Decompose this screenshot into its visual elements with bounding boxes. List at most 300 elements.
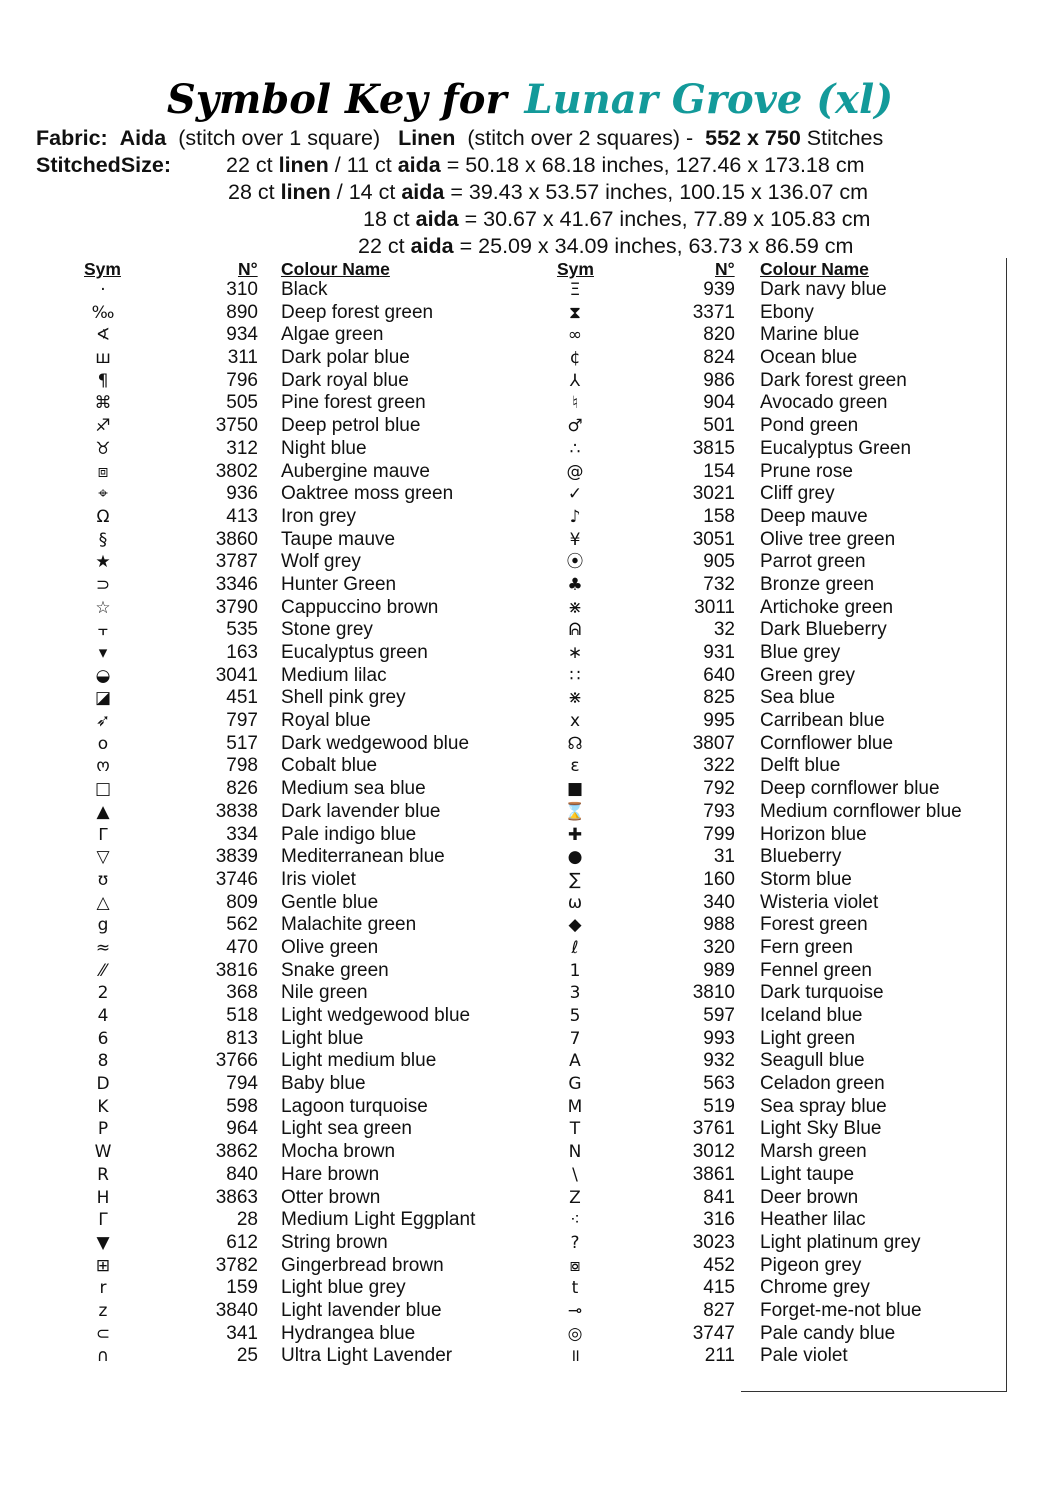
size-fabric-2: aida (401, 180, 445, 204)
thread-number: 3041 (215, 664, 258, 686)
colour-name: Cobalt blue (281, 755, 378, 777)
symbol-icon: ⧈ (97, 461, 109, 482)
colour-name: Celadon green (760, 1073, 885, 1095)
thread-number: 598 (226, 1095, 258, 1117)
symbol-icon: K (97, 1096, 109, 1117)
stitch-count-label: Stitches (806, 126, 884, 150)
fabric-aida-note: (stitch over 1 square) (178, 126, 381, 150)
colour-name: Gingerbread brown (281, 1254, 444, 1276)
thread-number: 3346 (215, 573, 258, 595)
colour-name: Royal blue (281, 710, 371, 732)
symbol-icon: ⅄ (569, 370, 581, 391)
colour-name: Baby blue (281, 1073, 366, 1095)
symbol-icon: ш (95, 348, 111, 369)
thread-number: 640 (703, 664, 735, 686)
symbol-icon: ⋇ (567, 597, 583, 618)
key-row (0, 619, 1060, 642)
colour-name: Carribean blue (760, 710, 885, 732)
colour-name: Pigeon grey (760, 1254, 862, 1276)
colour-name: Malachite green (281, 914, 417, 936)
fabric-line (36, 126, 883, 151)
symbol-icon: ☆ (95, 597, 111, 618)
thread-number: 986 (703, 369, 735, 391)
thread-number: 3839 (215, 846, 258, 868)
symbol-icon: ⌖ (98, 484, 108, 505)
key-row (0, 1005, 1060, 1028)
colour-name: Deep petrol blue (281, 415, 421, 437)
key-row (0, 1277, 1060, 1300)
symbol-icon: H (96, 1187, 110, 1208)
symbol-icon: ∗ (567, 643, 583, 663)
colour-name: Oaktree moss green (281, 483, 454, 505)
key-row (0, 597, 1060, 620)
symbol-icon: ॥ (569, 1346, 581, 1367)
colour-name: Dark forest green (760, 369, 907, 391)
thread-number: 988 (703, 914, 735, 936)
colour-name: Pale violet (760, 1345, 848, 1367)
thread-number: 517 (226, 732, 258, 754)
key-row (0, 687, 1060, 710)
thread-number: 322 (703, 755, 735, 777)
key-row (0, 982, 1060, 1005)
fabric-label: Fabric: (36, 126, 108, 150)
key-row (0, 1141, 1060, 1164)
key-row (0, 755, 1060, 778)
size-fabric: linen (278, 153, 329, 177)
thread-number: 3021 (692, 483, 735, 505)
symbol-icon: ☊ (567, 733, 583, 754)
symbol-icon: ⧗ (569, 302, 581, 323)
symbol-icon: ● (567, 847, 583, 868)
thread-number: 793 (703, 800, 735, 822)
bottom-border-line (741, 1391, 1007, 1392)
symbol-icon: 3 (569, 983, 581, 1004)
right-border-line (1006, 258, 1007, 1392)
colour-name: Mediterranean blue (281, 846, 445, 868)
thread-number: 904 (703, 392, 735, 414)
colour-name: Eucalyptus Green (760, 437, 912, 459)
right-key-table (0, 279, 1060, 1368)
symbol-icon: ო (96, 756, 110, 777)
symbol-icon: ♪ (569, 506, 581, 527)
key-row (0, 1209, 1060, 1232)
key-row (0, 1345, 1060, 1368)
symbol-icon: · (100, 280, 106, 300)
colour-name: Marine blue (760, 324, 860, 346)
colour-name: Artichoke green (760, 596, 894, 618)
key-row (0, 438, 1060, 461)
colour-name: Light blue (281, 1027, 364, 1049)
right-num-header: N° (715, 259, 735, 279)
symbol-icon: ∞ (567, 325, 583, 346)
size-line-2 (228, 180, 868, 205)
thread-number: 3790 (215, 596, 258, 618)
thread-number: 989 (703, 959, 735, 981)
thread-number: 3860 (215, 528, 258, 550)
colour-name: Dark turquoise (760, 982, 884, 1004)
colour-name: Prune rose (760, 460, 853, 482)
symbol-icon: ℓ (571, 937, 579, 958)
symbol-icon: 2 (97, 983, 109, 1004)
colour-name: Hare brown (281, 1163, 380, 1185)
size-fabric: aida (410, 234, 454, 258)
symbol-icon: □ (94, 779, 112, 800)
colour-name: Ocean blue (760, 347, 858, 369)
symbol-icon: ♉ (95, 438, 111, 459)
thread-number: 163 (226, 642, 258, 663)
colour-name: Light wedgewood blue (281, 1005, 471, 1026)
thread-number: 562 (226, 914, 258, 936)
key-row (0, 801, 1060, 824)
symbol-icon: @ (566, 461, 584, 482)
title-prefix: Symbol Key for (166, 76, 507, 123)
thread-number: 505 (226, 392, 258, 414)
symbol-icon: ◆ (568, 915, 582, 936)
thread-number: 3012 (692, 1141, 735, 1163)
size-fabric: aida (415, 207, 459, 231)
symbol-icon: ¶ (97, 370, 109, 391)
symbol-icon: ⌘ (94, 393, 112, 414)
colour-name: Light green (760, 1027, 856, 1049)
colour-name: Iceland blue (760, 1005, 863, 1026)
colour-name: Pond green (760, 415, 859, 437)
colour-name: Light medium blue (281, 1050, 437, 1072)
thread-number: 341 (226, 1322, 258, 1344)
colour-name: Wolf grey (281, 551, 361, 573)
symbol-icon: D (96, 1074, 110, 1095)
colour-name: Olive tree green (760, 528, 896, 550)
colour-name: Snake green (281, 959, 389, 981)
thread-number: 798 (226, 755, 258, 777)
key-row (0, 1118, 1060, 1141)
symbol-icon: ∑ (569, 869, 581, 890)
thread-number: 797 (226, 710, 258, 732)
key-row (0, 1323, 1060, 1346)
thread-number: 3815 (692, 437, 735, 459)
thread-number: 841 (703, 1186, 735, 1208)
symbol-icon: ᕱ (568, 620, 582, 641)
symbol-icon: ♮ (571, 393, 579, 414)
size-count: 22 ct (226, 153, 273, 177)
symbol-icon: 8 (97, 1051, 109, 1072)
colour-name: Cappuccino brown (281, 596, 439, 618)
key-row (0, 461, 1060, 484)
size-line-1 (36, 153, 865, 178)
key-row (0, 665, 1060, 688)
colour-name: Light Sky Blue (760, 1118, 882, 1140)
symbol-icon: ♐ (95, 416, 111, 437)
thread-number: 3746 (215, 868, 258, 890)
size-fabric: linen (280, 180, 331, 204)
symbol-icon: ▽ (96, 847, 110, 868)
colour-name: Dark lavender blue (281, 800, 441, 822)
thread-number: 154 (703, 460, 735, 482)
thread-number: 3861 (692, 1163, 735, 1185)
fabric-linen: Linen (398, 126, 456, 150)
thread-number: 964 (226, 1118, 258, 1140)
thread-number: 934 (226, 324, 258, 346)
key-row (0, 415, 1060, 438)
symbol-icon: ➶ (95, 711, 111, 732)
symbol-icon: ⦿ (566, 552, 584, 573)
key-row (0, 1096, 1060, 1119)
symbol-icon: M (567, 1096, 583, 1117)
colour-name: Blue grey (760, 642, 841, 663)
symbol-icon: ⌛ (564, 801, 586, 822)
thread-number: 3761 (692, 1118, 735, 1140)
thread-number: 3840 (215, 1299, 258, 1321)
pattern-name: Lunar Grove (xl) (524, 76, 894, 123)
colour-name: Wisteria violet (760, 891, 879, 913)
thread-number: 796 (226, 369, 258, 391)
colour-name: Delft blue (760, 755, 841, 777)
colour-name: Dark royal blue (281, 369, 409, 391)
colour-name: Medium sea blue (281, 778, 426, 800)
thread-number: 32 (713, 619, 735, 641)
colour-name: Light blue grey (281, 1277, 406, 1299)
key-row (0, 1255, 1060, 1278)
thread-number: 825 (703, 687, 735, 709)
right-sym-header: Sym (557, 259, 594, 279)
key-row (0, 710, 1060, 733)
thread-number: 794 (226, 1073, 258, 1095)
symbol-icon: ∢ (95, 325, 111, 346)
key-row (0, 551, 1060, 574)
symbol-icon: ◪ (94, 688, 112, 709)
symbol-icon: ⁖ (570, 1210, 580, 1231)
symbol-icon: ε (570, 756, 580, 777)
colour-name: Green grey (760, 664, 856, 686)
colour-name: String brown (281, 1231, 388, 1253)
colour-name: Fern green (760, 936, 853, 958)
symbol-icon: ⊞ (95, 1255, 111, 1276)
symbol-icon: A (569, 1051, 581, 1072)
symbol-icon: ♣ (567, 574, 583, 595)
thread-number: 792 (703, 778, 735, 800)
thread-number: 31 (713, 846, 735, 868)
size-line-4 (358, 234, 853, 259)
symbol-icon: ✚ (567, 824, 583, 845)
colour-name: Light lavender blue (281, 1299, 442, 1321)
colour-name: Bronze green (760, 573, 875, 595)
symbol-icon: ▾ (98, 643, 108, 663)
thread-number: 827 (703, 1299, 735, 1321)
thread-number: 563 (703, 1073, 735, 1095)
symbol-icon: ◒ (95, 665, 111, 686)
symbol-icon: \ (572, 1164, 578, 1185)
thread-number: 993 (703, 1027, 735, 1049)
symbol-icon: △ (96, 892, 110, 913)
thread-number: 320 (703, 936, 735, 958)
thread-number: 939 (703, 279, 735, 300)
thread-number: 452 (703, 1254, 735, 1276)
colour-name: Olive green (281, 936, 379, 958)
colour-name: Parrot green (760, 551, 866, 573)
colour-name: Light sea green (281, 1118, 412, 1140)
symbol-icon: ω (567, 892, 583, 913)
colour-name: Hunter Green (281, 573, 397, 595)
colour-name: Algae green (281, 324, 384, 346)
thread-number: 3802 (215, 460, 258, 482)
colour-name: Deer brown (760, 1186, 859, 1208)
symbol-icon: T (569, 1119, 581, 1140)
symbol-icon: ⊃ (95, 574, 111, 595)
thread-number: 310 (226, 279, 258, 300)
thread-number: 3011 (694, 596, 735, 618)
thread-number: 3807 (692, 732, 735, 754)
thread-number: 535 (226, 619, 258, 641)
size-dims: = 39.43 x 53.57 inches, 100.15 x 136.07 cm (450, 180, 869, 204)
symbol-icon: W (94, 1142, 112, 1163)
thread-number: 368 (226, 982, 258, 1004)
colour-name: Iron grey (281, 505, 356, 527)
thread-number: 3023 (692, 1231, 735, 1253)
key-row (0, 778, 1060, 801)
size-mid: / 14 ct (336, 180, 396, 204)
colour-name: Deep mauve (760, 505, 868, 527)
thread-number: 820 (703, 324, 735, 346)
colour-name: Pale candy blue (760, 1322, 896, 1344)
colour-name: Medium cornflower blue (760, 800, 962, 822)
symbol-icon: ʊ (97, 869, 109, 890)
fabric-aida: Aida (119, 126, 167, 150)
thread-number: 334 (226, 823, 258, 845)
thread-number: 415 (703, 1277, 735, 1299)
fabric-linen-note: (stitch over 2 squares) - (467, 126, 694, 150)
thread-number: 211 (704, 1345, 735, 1367)
symbol-icon: ∷ (569, 665, 581, 686)
colour-name: Sea blue (760, 687, 836, 709)
symbol-icon: g (97, 915, 109, 936)
symbol-icon: ▲ (96, 801, 110, 822)
thread-number: 25 (236, 1345, 258, 1367)
colour-name: Night blue (281, 437, 367, 459)
colour-name: Dark Blueberry (760, 619, 887, 641)
colour-name: Chrome grey (760, 1277, 870, 1299)
symbol-icon: ⧇ (569, 1255, 581, 1276)
size-count: 28 ct (228, 180, 275, 204)
colour-name: Aubergine mauve (281, 460, 430, 482)
symbol-icon: ᒥ (98, 824, 108, 845)
colour-name: Deep forest green (281, 301, 434, 323)
size-mid: / 11 ct (334, 153, 392, 177)
colour-name: Ebony (760, 301, 814, 323)
colour-name: Blueberry (760, 846, 842, 868)
thread-number: 501 (703, 415, 735, 437)
size-fabric-2: aida (397, 153, 441, 177)
thread-number: 3766 (215, 1050, 258, 1072)
key-row (0, 869, 1060, 892)
thread-number: 824 (703, 347, 735, 369)
thread-number: 3371 (692, 301, 735, 323)
symbol-icon: ≈ (95, 937, 111, 958)
symbol-icon: ▼ (96, 1232, 110, 1253)
thread-number: 3051 (692, 528, 735, 550)
key-row (0, 1073, 1060, 1096)
colour-name: Medium lilac (281, 664, 387, 686)
key-row (0, 324, 1060, 347)
symbol-icon: 5 (569, 1006, 581, 1026)
colour-name: Taupe mauve (281, 528, 396, 550)
size-dims: = 25.09 x 34.09 inches, 63.73 x 86.59 cm (459, 234, 854, 258)
symbol-icon: ¢ (569, 348, 581, 369)
symbol-icon: ★ (95, 552, 111, 573)
thread-number: 519 (703, 1095, 735, 1117)
thread-number: 451 (226, 687, 258, 709)
thread-number: 160 (703, 868, 735, 890)
thread-number: 3750 (215, 415, 258, 437)
size-dims: = 30.67 x 41.67 inches, 77.89 x 105.83 cm (464, 207, 871, 231)
thread-number: 518 (226, 1005, 258, 1026)
colour-name: Medium Light Eggplant (281, 1209, 476, 1231)
symbol-icon: N (568, 1142, 582, 1163)
colour-name: Dark wedgewood blue (281, 732, 470, 754)
colour-name: Otter brown (281, 1186, 381, 1208)
left-num-header: N° (238, 259, 258, 279)
colour-name: Forest green (760, 914, 868, 936)
thread-number: 159 (226, 1277, 258, 1299)
symbol-icon: Ξ (569, 280, 581, 300)
colour-name: Sea spray blue (760, 1095, 887, 1117)
thread-number: 3863 (215, 1186, 258, 1208)
key-row (0, 279, 1060, 302)
key-row (0, 1028, 1060, 1051)
thread-number: 732 (703, 573, 735, 595)
thread-number: 840 (226, 1163, 258, 1185)
size-count: 22 ct (358, 234, 405, 258)
key-row (0, 483, 1060, 506)
thread-number: 809 (226, 891, 258, 913)
key-row (0, 937, 1060, 960)
colour-name: Cornflower blue (760, 732, 894, 754)
thread-number: 28 (236, 1209, 258, 1231)
colour-name: Eucalyptus green (281, 642, 428, 663)
colour-name: Forget-me-not blue (760, 1299, 922, 1321)
thread-number: 932 (703, 1050, 735, 1072)
symbol-icon: x (569, 711, 581, 732)
thread-number: 3816 (215, 959, 258, 981)
thread-number: 936 (226, 483, 258, 505)
thread-number: 799 (703, 823, 735, 845)
symbol-icon: ⫟ (97, 620, 109, 641)
colour-name: Black (281, 279, 328, 300)
symbol-icon: r (99, 1278, 107, 1299)
size-line-3 (363, 207, 870, 232)
key-row (0, 1050, 1060, 1073)
thread-number: 3838 (215, 800, 258, 822)
symbol-icon: 6 (97, 1028, 109, 1049)
colour-name: Avocado green (760, 392, 888, 414)
key-row (0, 370, 1060, 393)
colour-name: Stone grey (281, 619, 373, 641)
colour-name: Lagoon turquoise (281, 1095, 428, 1117)
symbol-icon: Ω (96, 506, 110, 527)
symbol-icon: § (98, 529, 108, 550)
thread-number: 340 (703, 891, 735, 913)
key-row (0, 392, 1060, 415)
thread-number: 890 (226, 301, 258, 323)
thread-number: 3782 (215, 1254, 258, 1276)
key-row (0, 1232, 1060, 1255)
key-row (0, 529, 1060, 552)
size-dims: = 50.18 x 68.18 inches, 127.46 x 173.18 cm (446, 153, 865, 177)
thread-number: 311 (227, 347, 258, 369)
key-row (0, 302, 1060, 325)
left-name-header: Colour Name (281, 259, 390, 279)
colour-name: Shell pink grey (281, 687, 406, 709)
symbol-icon: R (97, 1164, 109, 1185)
colour-name: Light taupe (760, 1163, 855, 1185)
